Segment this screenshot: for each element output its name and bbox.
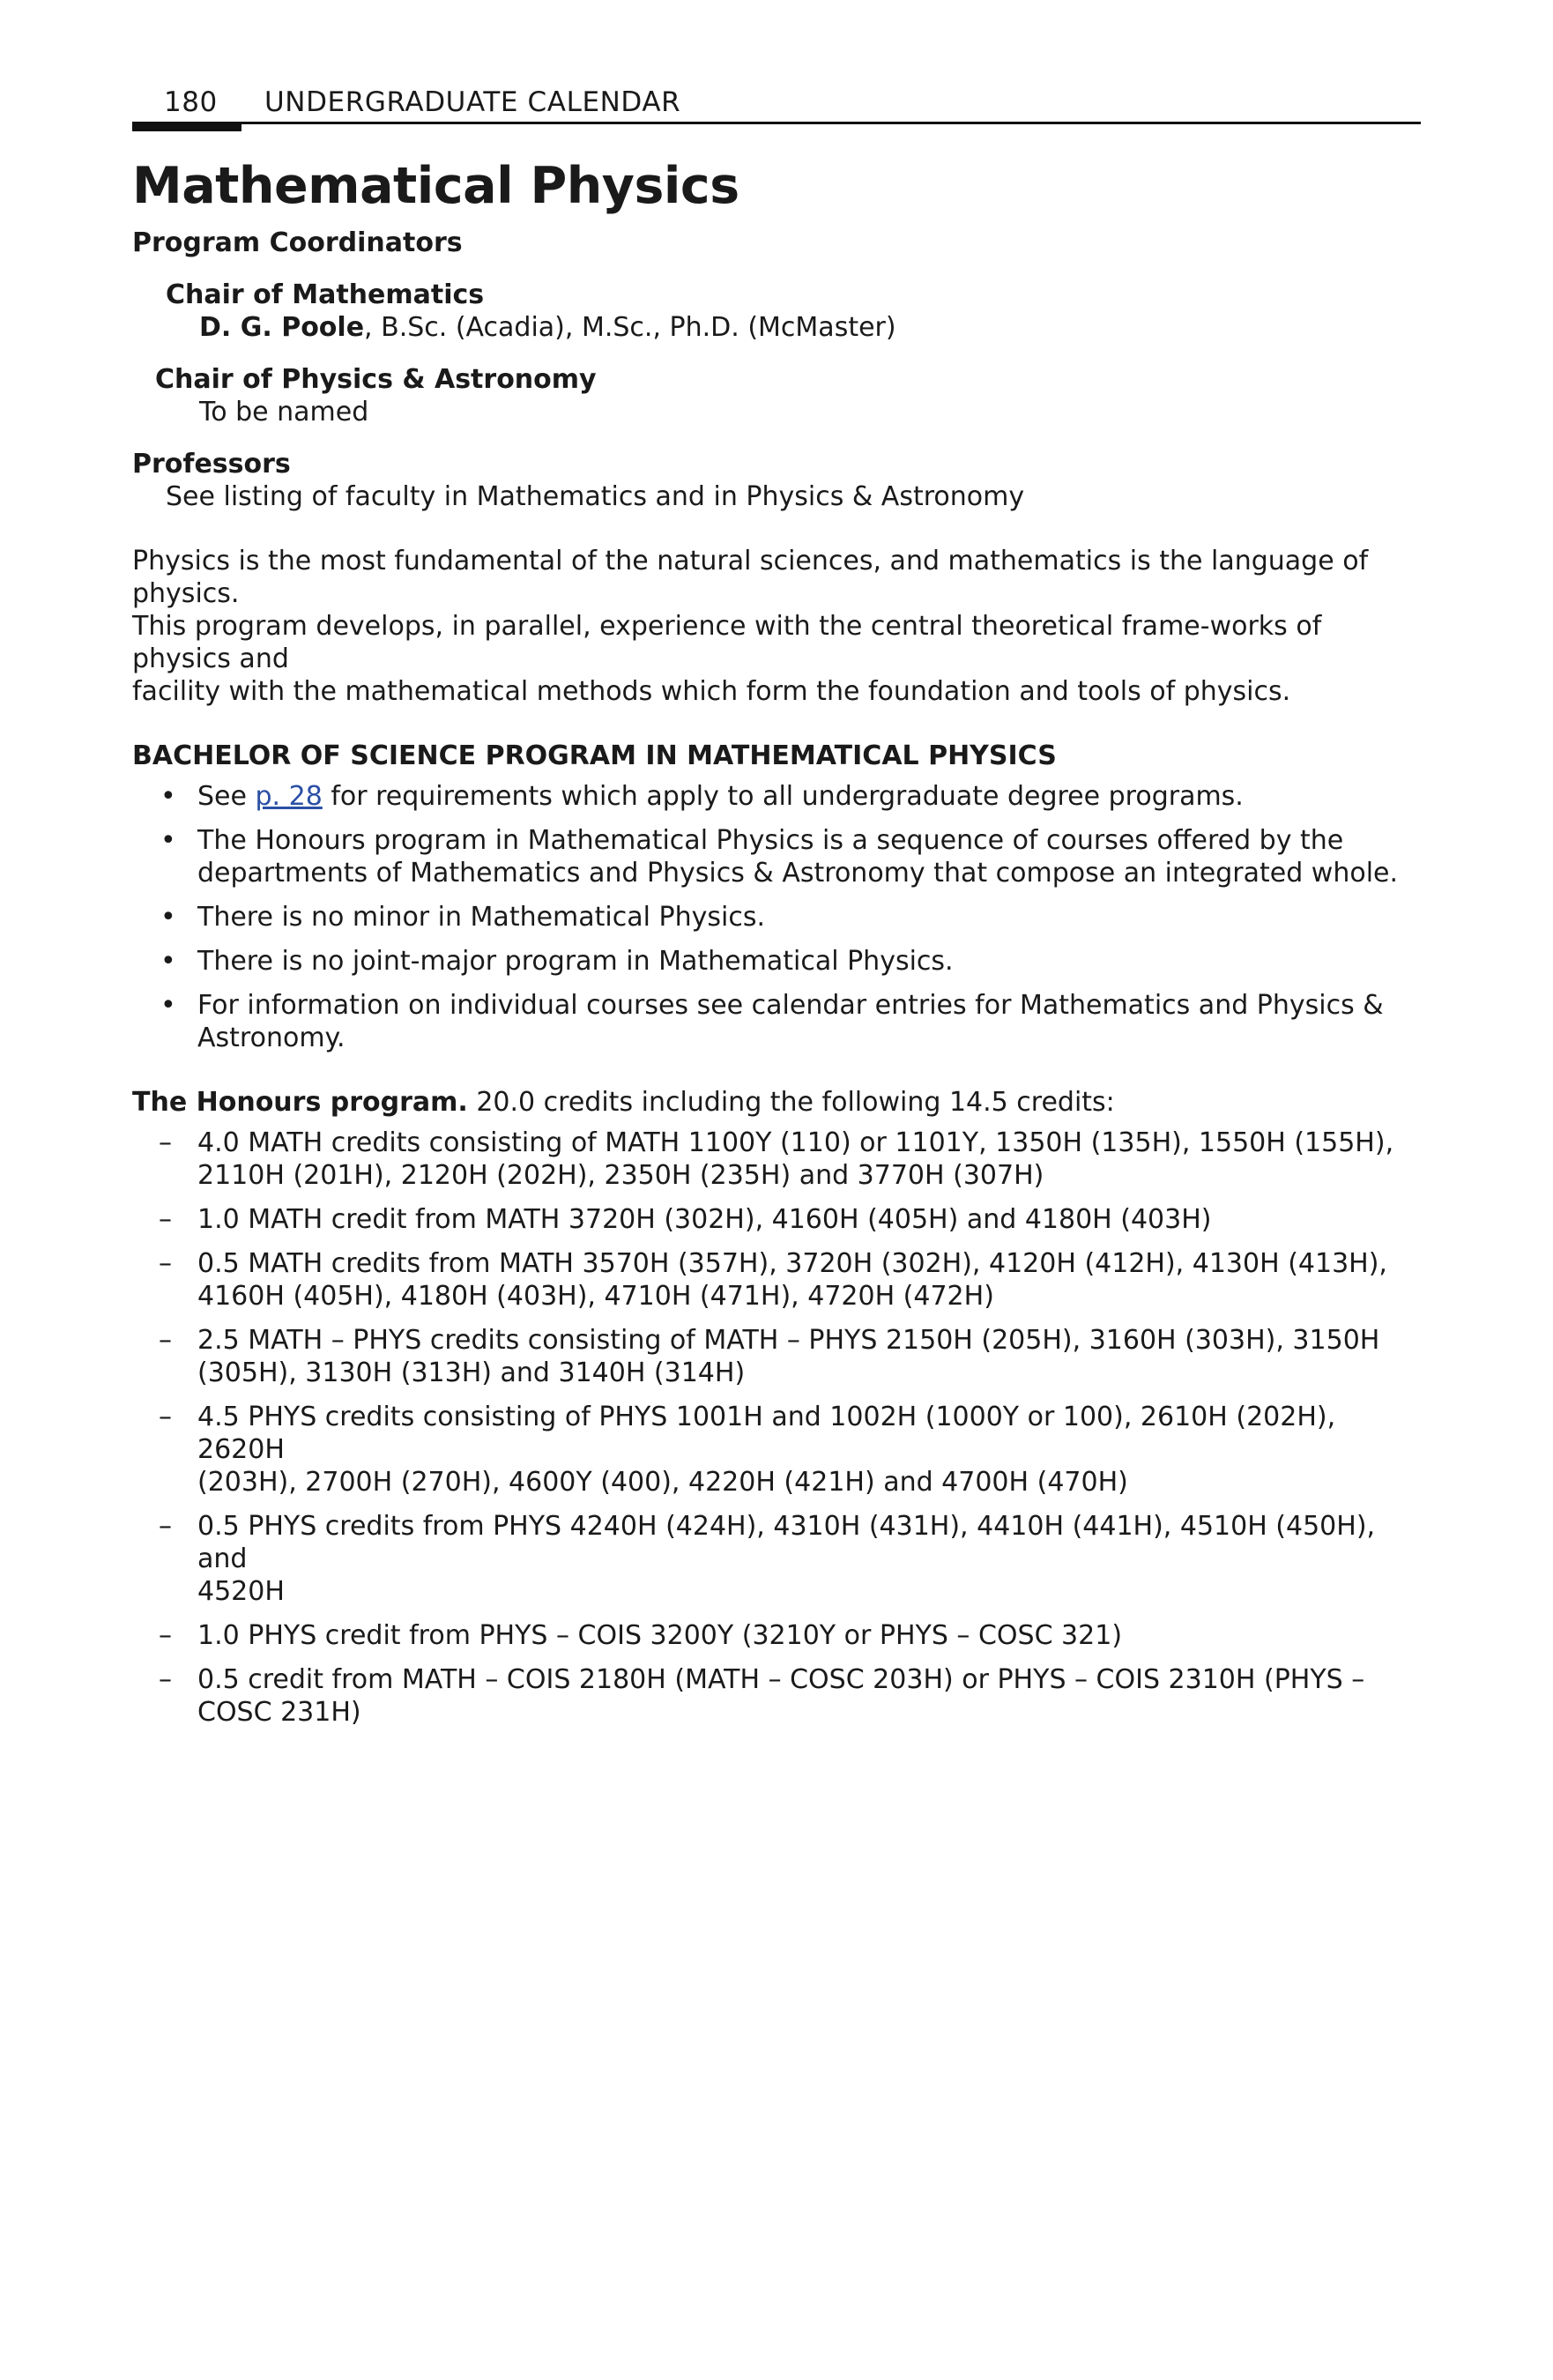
header-rule — [132, 122, 1421, 124]
requirement-line: 2.5 MATH – PHYS credits consisting of MATH – PHYS 2150H (205H), 3160H (303H), 3150H — [197, 1325, 1380, 1356]
bullet-line: departments of Mathematics and Physics & Astronomy that compose an integrated whole. — [197, 858, 1399, 889]
header-accent-bar — [132, 122, 241, 131]
bullet-line: For information on individual courses see calendar entries for Mathematics and Physics & — [197, 990, 1384, 1021]
bullet-mark: • — [160, 781, 176, 812]
intro-paragraph — [132, 545, 1419, 708]
professors-heading: Professors — [132, 449, 291, 480]
list-item — [132, 1401, 1419, 1499]
list-item — [132, 989, 1419, 1054]
coordinators-heading: Program Coordinators — [132, 227, 463, 258]
page-content — [132, 154, 1419, 1729]
bullet-mark: • — [160, 946, 176, 977]
requirement-line: 0.5 credit from MATH – COIS 2180H (MATH – COSC 203H) or PHYS – COIS 2310H (PHYS – — [197, 1664, 1365, 1695]
requirement-line: 4.5 PHYS credits consisting of PHYS 1001H and 1002H (1000Y or 100), 2610H (202H), 2620H — [197, 1402, 1336, 1465]
requirement-line: (203H), 2700H (270H), 4600Y (400), 4220H (421H) and 4700H (470H) — [197, 1467, 1128, 1498]
bullet-mark: • — [160, 902, 176, 933]
list-item — [132, 1127, 1419, 1192]
list-item — [132, 945, 1419, 978]
dash-mark: – — [159, 1402, 172, 1432]
list-item — [132, 1663, 1419, 1729]
requirement-line: 0.5 MATH credits from MATH 3570H (357H), 3720H (302H), 4120H (412H), 4130H (413H), — [197, 1248, 1387, 1279]
requirement-line: 4.0 MATH credits consisting of MATH 1100Y (110) or 1101Y, 1350H (135H), 1550H (155H), — [197, 1127, 1394, 1158]
math-chair-name: D. G. Poole — [199, 312, 365, 343]
honours-intro — [132, 1086, 1419, 1119]
bullet-line: There is no joint-major program in Mathematical Physics. — [197, 946, 954, 977]
list-item — [132, 1510, 1419, 1608]
physics-chair-role: Chair of Physics & Astronomy — [155, 364, 597, 395]
list-item — [132, 1619, 1419, 1652]
bullet-mark: • — [160, 990, 176, 1021]
dash-mark: – — [159, 1248, 172, 1279]
honours-lead: The Honours program. — [132, 1087, 468, 1118]
intro-line: This program develops, in parallel, experience with the central theoretical frame-works of physics and — [132, 611, 1322, 674]
bullet-text: for requirements which apply to all undergraduate degree programs. — [322, 781, 1244, 812]
dash-mark: – — [159, 1664, 172, 1695]
page-title: Mathematical Physics — [132, 157, 739, 215]
requirement-line: (305H), 3130H (313H) and 3140H (314H) — [197, 1357, 746, 1388]
running-title: UNDERGRADUATE CALENDAR — [264, 86, 681, 118]
requirement-line: 4160H (405H), 4180H (403H), 4710H (471H), 4720H (472H) — [197, 1281, 994, 1312]
dash-mark: – — [159, 1620, 172, 1651]
list-item — [132, 1324, 1419, 1389]
dash-mark: – — [159, 1325, 172, 1356]
intro-line: Physics is the most fundamental of the natural sciences, and mathematics is the language of physics. — [132, 546, 1369, 609]
physics-chair-name: To be named — [199, 397, 369, 428]
list-item — [132, 901, 1419, 933]
intro-line: facility with the mathematical methods which form the foundation and tools of physics. — [132, 676, 1291, 707]
requirement-line: 1.0 MATH credit from MATH 3720H (302H), 4160H (405H) and 4180H (403H) — [197, 1204, 1212, 1235]
bsc-bullet-list — [132, 780, 1419, 1054]
math-chair-line — [132, 311, 1419, 344]
list-item — [132, 1203, 1419, 1236]
bullet-line: Astronomy. — [197, 1023, 346, 1053]
requirement-line: COSC 231H) — [197, 1697, 361, 1728]
bullet-line: The Honours program in Mathematical Physics is a sequence of courses offered by the — [197, 825, 1344, 856]
list-item — [132, 1247, 1419, 1313]
requirement-line: 2110H (201H), 2120H (202H), 2350H (235H) and 3770H (307H) — [197, 1160, 1044, 1191]
bullet-text: See — [197, 781, 256, 812]
requirement-line: 1.0 PHYS credit from PHYS – COIS 3200Y (3210Y or PHYS – COSC 321) — [197, 1620, 1123, 1651]
dash-mark: – — [159, 1511, 172, 1542]
list-item — [132, 824, 1419, 889]
bullet-mark: • — [160, 825, 176, 856]
math-chair-degrees: , B.Sc. (Acadia), M.Sc., Ph.D. (McMaster) — [364, 312, 896, 343]
honours-requirement-list — [132, 1127, 1419, 1729]
page-28-link[interactable]: p. 28 — [255, 781, 323, 812]
requirement-line: 4520H — [197, 1576, 285, 1607]
page-number: 180 — [164, 86, 218, 118]
requirement-line: 0.5 PHYS credits from PHYS 4240H (424H), 4310H (431H), 4410H (441H), 4510H (450H), and — [197, 1511, 1376, 1574]
bullet-line: There is no minor in Mathematical Physics. — [197, 902, 765, 933]
list-item — [132, 780, 1419, 813]
bsc-heading: BACHELOR OF SCIENCE PROGRAM IN MATHEMATICAL PHYSICS — [132, 740, 1057, 771]
math-chair-role: Chair of Mathematics — [166, 279, 485, 310]
dash-mark: – — [159, 1204, 172, 1235]
running-header — [132, 81, 1421, 125]
honours-text: 20.0 credits including the following 14.5 credits: — [467, 1087, 1115, 1118]
dash-mark: – — [159, 1127, 172, 1158]
professors-text: See listing of faculty in Mathematics and in Physics & Astronomy — [166, 481, 1025, 512]
